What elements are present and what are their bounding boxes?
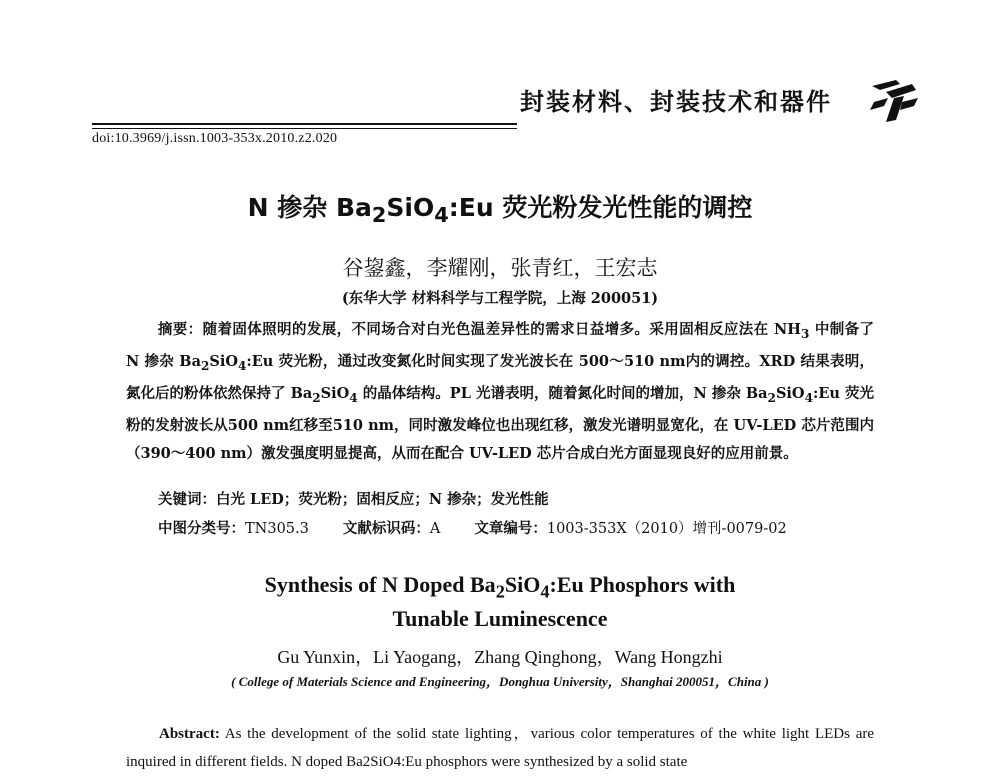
clc-value: TN305.3 [245,521,309,537]
article-no-label: 文章编号： [474,520,547,537]
classification-line [158,517,787,538]
abstract-cn: 摘要：随着固体照明的发展，不同场合对白光色温差异性的需求日益增多。采用固相反应法在 $NH_3$ 中制备了 N 掺杂 $Ba_2SiO_4:Eu$ 荧光粉，通过改变氮化时间实现了发光波长在 500～510 nm内的调控。XRD 结果表明，氮化后的粉体依然保持了 $Ba_2SiO_4$ 的晶体结构。PL 光谱表明，随着氮化时间的增加，N 掺杂 $Ba_2SiO_4:Eu$ 荧光粉的发射波长从500 nm红移至510 nm，同时激发峰位也出现红移，激发光谱明显宽化，在 UV-LED 芯片范围内（390～400 nm）激发强度明显提高，从而在配合 UV-LED 芯片合成白光方面显现良好的应用前景。 [126,321,875,462]
doc-code-value: A [429,521,441,537]
keywords-label: 关键词： [158,491,216,508]
authors-en: Gu Yunxin，Li Yaogang，Zhang Qinghong，Wang Hongzhi [277,647,723,667]
doc-code-label: 文献标识码： [342,520,430,537]
affiliation-en: ( College of Materials Science and Engineering，Donghua University，Shanghai 200051，China ) [231,674,769,689]
article-no-value: 1003-353X（2010）增刊-0079-02 [546,521,787,537]
header-rule [92,123,517,129]
authors-cn: 谷鋆鑫，李耀刚，张青红，王宏志 [342,256,658,280]
affiliation-cn: (东华大学 材料科学与工程学院，上海 200051) [341,290,659,307]
abstract-en [126,720,874,776]
journal-section-title: 封装材料、封装技术和器件 [520,87,832,116]
abstract-en-label: Abstract: [159,726,220,742]
abstract-cn-label: 摘要： [157,321,203,338]
journal-logo-icon [866,72,922,124]
title-cn: N 掺杂 $Ba_2SiO_4:Eu$ 荧光粉发光性能的调控 [247,193,753,227]
title-en-line-2: Tunable Luminescence [392,606,608,631]
title-en-line-1: Synthesis of N Doped $Ba_2SiO_4:Eu$ Phosphors with [264,572,736,602]
abstract-en-text: As the development of the solid state lighting，various color temperatures of the white light LEDs are inquired in different fields. N doped Ba2SiO4:Eu phosphors were synthesized by a solid state [126,726,874,770]
clc-label: 中图分类号： [158,520,245,537]
keywords-text: 白光 LED；荧光粉；固相反应；N 掺杂；发光性能 [216,491,549,508]
keywords [158,488,549,509]
doi: doi:10.3969/j.issn.1003-353x.2010.z2.020 [92,131,338,146]
